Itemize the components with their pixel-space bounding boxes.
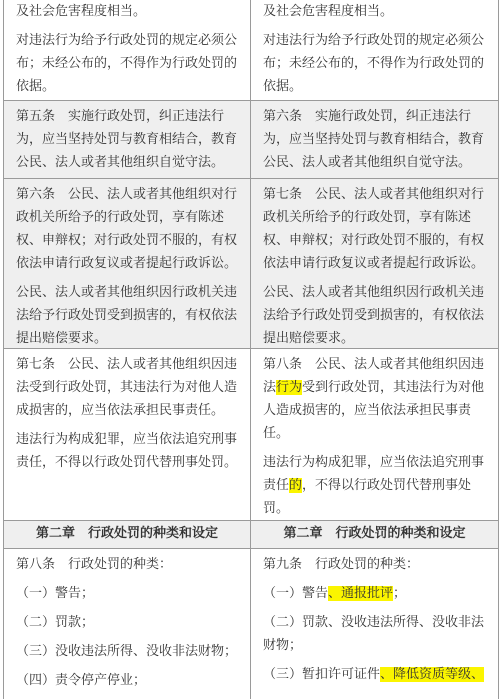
old-law-cell [4, 349, 251, 521]
paragraph: 公民、法人或者其他组织因行政机关违法给予行政处罚受到损害的，有权依法提出赔偿要求。 [263, 285, 485, 346]
list-item: （三）没收违法所得、没收非法财物； [16, 644, 238, 659]
paragraph: 第六条 公民、法人或者其他组织对行政机关所给予的行政处罚，享有陈述权、申辩权；对行政处罚不服的，有权依法申请行政复议或者提起行政诉讼。 [16, 187, 238, 271]
new-law-cell [251, 179, 498, 349]
text-span: 第八条 公民、法人或者其他组织因违法 [263, 357, 485, 395]
paragraph: 对违法行为给予行政处罚的规定必须公布；未经公布的，不得作为行政处罚的依据。 [263, 33, 485, 94]
old-law-cell [4, 549, 251, 699]
new-law-cell [251, 549, 498, 699]
paragraph: 第六条 实施行政处罚，纠正违法行为，应当坚持处罚与教育相结合，教育公民、法人或者其他组织自觉守法。 [263, 109, 485, 170]
list-item: （二）罚款； [16, 615, 95, 630]
old-law-cell [4, 179, 251, 349]
list-item: （一）警告； [16, 586, 95, 601]
text-span: ，不得以行政处罚代替刑事处罚。 [263, 478, 472, 516]
paragraph: 对违法行为给予行政处罚的规定必须公布；未经公布的，不得作为行政处罚的依据。 [16, 33, 238, 94]
paragraph: 第八条 行政处罚的种类： [16, 557, 173, 572]
text-span: 违法行为构成犯罪，应当依法追究刑事责任 [263, 455, 485, 493]
paragraph: 及社会危害程度相当。 [16, 4, 147, 19]
highlighted-text: 行为 [276, 380, 303, 395]
paragraph [263, 451, 486, 520]
paragraph: 第七条 公民、法人或者其他组织对行政机关所给予的行政处罚，享有陈述权、申辩权；对行政处罚不服的，有权依法申请行政复议或者提起行政诉讼。 [263, 187, 485, 271]
highlighted-text: 、降低资质等级、 [380, 667, 485, 682]
new-law-cell [251, 0, 498, 101]
text-span: 受到行政处罚，其违法行为对他人造成损害的，应当依法承担民事责任。 [263, 380, 485, 441]
new-law-cell [251, 349, 498, 521]
paragraph: 第九条 行政处罚的种类： [263, 557, 420, 572]
chapter-heading: 第二章 行政处罚的种类和设定 [4, 521, 251, 549]
list-item [263, 582, 486, 605]
paragraph: 第五条 实施行政处罚，纠正违法行为，应当坚持处罚与教育相结合，教育公民、法人或者其他组织自觉守法。 [16, 109, 238, 170]
list-item [263, 663, 486, 686]
old-law-cell [4, 101, 251, 179]
text-span: ； [393, 586, 407, 601]
text-span: （一）警告 [263, 586, 329, 601]
old-law-cell [4, 0, 251, 101]
list-item: （二）罚款、没收违法所得、没收非法财物； [263, 615, 485, 653]
new-law-cell [251, 101, 498, 179]
paragraph [263, 353, 486, 445]
highlighted-text: 、通报批评 [328, 586, 394, 601]
law-comparison-table [3, 0, 499, 699]
paragraph: 公民、法人或者其他组织因行政机关违法给予行政处罚受到损害的，有权依法提出赔偿要求。 [16, 285, 238, 346]
paragraph: 第七条 公民、法人或者其他组织因违法受到行政处罚，其违法行为对他人造成损害的，应当依法承担民事责任。 [16, 357, 238, 418]
paragraph: 及社会危害程度相当。 [263, 4, 394, 19]
highlighted-text: 的 [289, 478, 303, 493]
paragraph: 违法行为构成犯罪，应当依法追究刑事责任，不得以行政处罚代替刑事处罚。 [16, 432, 238, 470]
text-span: （三）暂扣许可证件 [263, 667, 381, 682]
list-item: （四）责令停产停业； [16, 673, 147, 688]
chapter-heading: 第二章 行政处罚的种类和设定 [251, 521, 498, 549]
